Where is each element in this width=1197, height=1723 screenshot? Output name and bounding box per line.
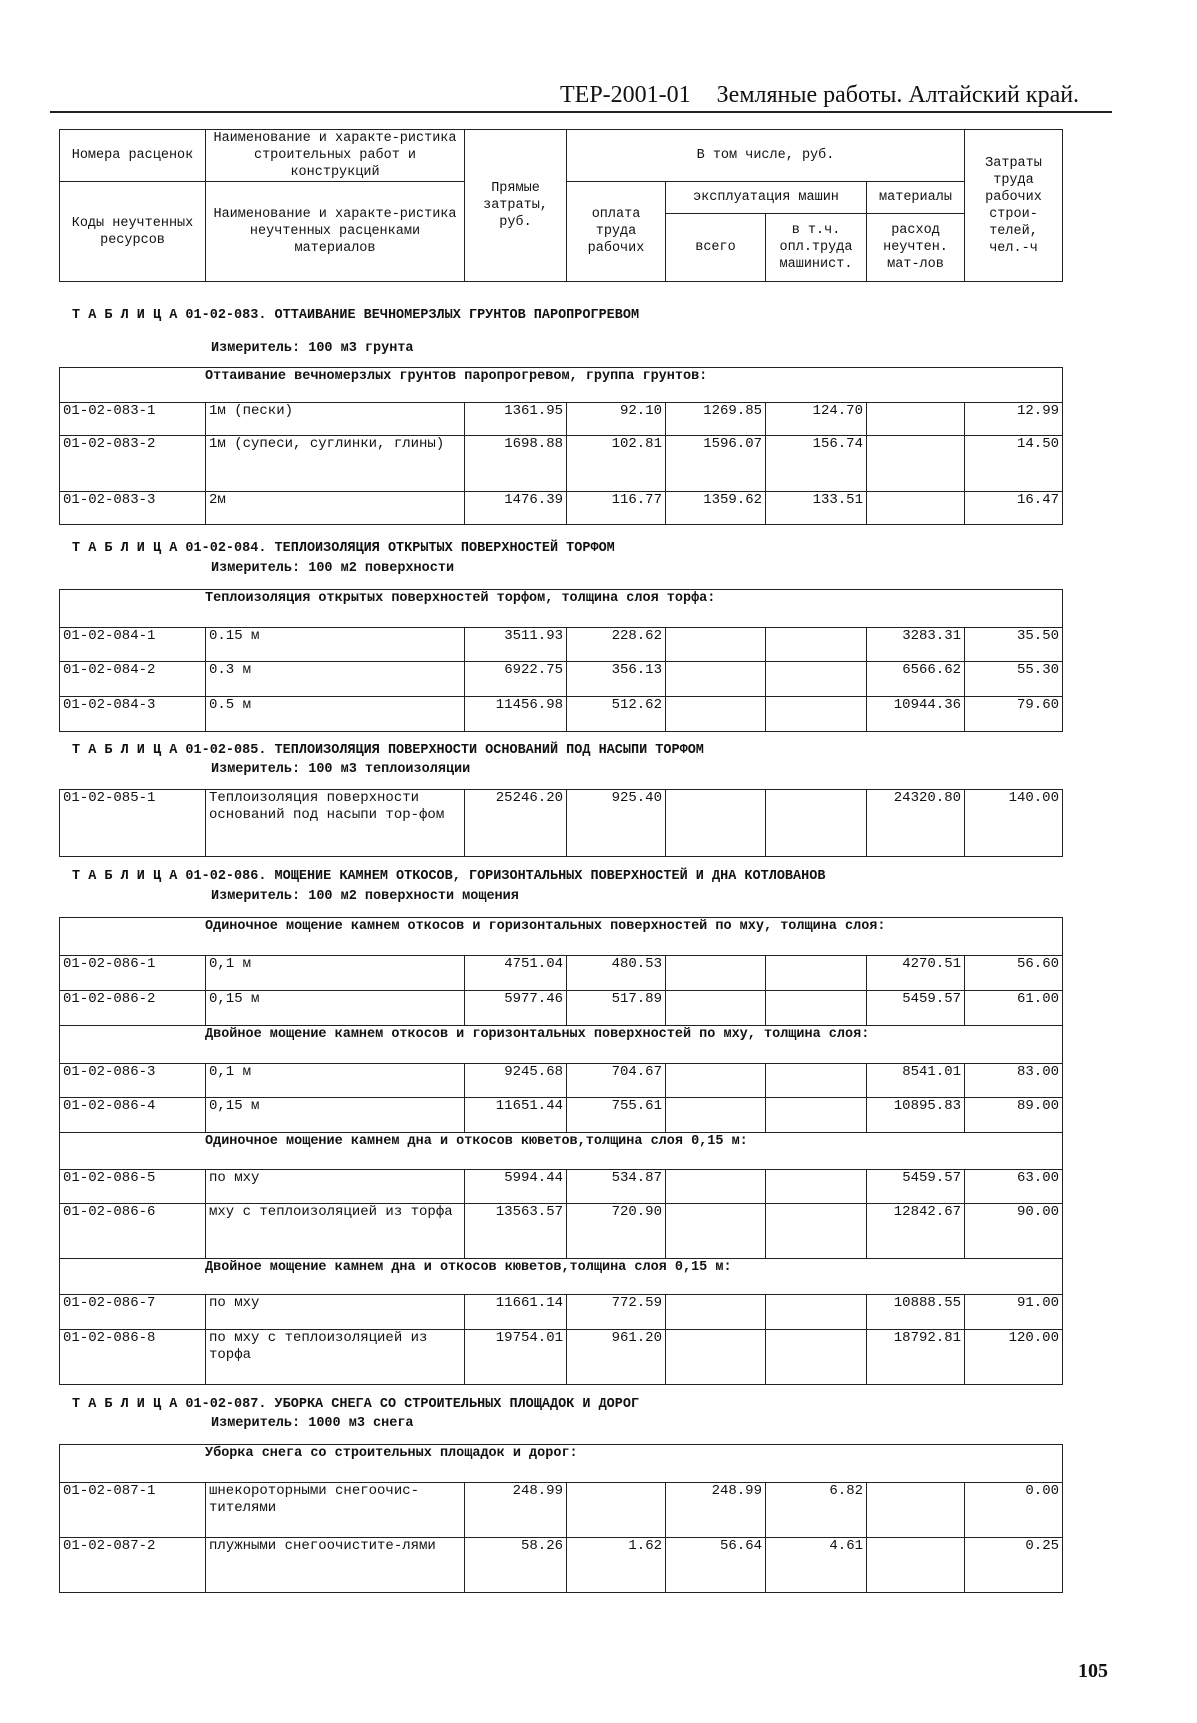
row-name: 0.5 м [206, 697, 465, 732]
table-row [60, 1204, 1063, 1259]
table-083-group: Оттаивание вечномерзлых грунтов паропрогревом, группа грунтов: [60, 368, 1063, 403]
row-pryamye: 11456.98 [465, 697, 567, 732]
row-oplata: 356.13 [567, 662, 666, 697]
row-vtch [766, 790, 867, 857]
row-name: шнекороторными снегоочис-тителями [206, 1483, 465, 1538]
row-code: 01-02-086-7 [60, 1295, 206, 1330]
table-084-unit: Измеритель: 100 м2 поверхности [211, 561, 455, 576]
row-name: 1м (супеси, суглинки, глины) [206, 436, 465, 492]
table-row [60, 1483, 1063, 1538]
row-vsego [666, 697, 766, 732]
row-zatraty: 56.60 [965, 956, 1063, 991]
row-vsego [666, 1098, 766, 1133]
row-code: 01-02-083-3 [60, 492, 206, 525]
col-pryamye: Прямые затраты, руб. [465, 130, 567, 282]
row-zatraty: 55.30 [965, 662, 1063, 697]
row-zatraty: 0.00 [965, 1483, 1063, 1538]
col-kody: Коды неучтенных ресурсов [60, 182, 206, 282]
row-vtch [766, 991, 867, 1026]
row-zatraty: 91.00 [965, 1295, 1063, 1330]
row-vsego: 1596.07 [666, 436, 766, 492]
table-086-group1: Одиночное мощение камнем откосов и горизонтальных поверхностей по мху, толщина слоя: [60, 918, 1063, 956]
table-086-group3: Одиночное мощение камнем дна и откосов кюветов,толщина слоя 0,15 м: [60, 1133, 1063, 1170]
row-materialy: 10895.83 [867, 1098, 965, 1133]
table-087-unit: Измеритель: 1000 м3 снега [211, 1416, 414, 1431]
row-oplata [567, 1483, 666, 1538]
row-vtch: 133.51 [766, 492, 867, 525]
row-materialy: 3283.31 [867, 628, 965, 662]
row-vtch [766, 628, 867, 662]
row-zatraty: 83.00 [965, 1064, 1063, 1098]
row-oplata: 755.61 [567, 1098, 666, 1133]
row-code: 01-02-086-2 [60, 991, 206, 1026]
row-vtch [766, 697, 867, 732]
row-pryamye: 13563.57 [465, 1204, 567, 1259]
row-pryamye: 19754.01 [465, 1330, 567, 1385]
row-oplata: 772.59 [567, 1295, 666, 1330]
row-name: мху с теплоизоляцией из торфа [206, 1204, 465, 1259]
header-title: Земляные работы. Алтайский край. [716, 82, 1080, 108]
row-materialy: 8541.01 [867, 1064, 965, 1098]
table-row [60, 662, 1063, 697]
row-materialy: 6566.62 [867, 662, 965, 697]
row-zatraty: 63.00 [965, 1170, 1063, 1204]
column-header-table [59, 129, 1063, 282]
row-zatraty: 89.00 [965, 1098, 1063, 1133]
row-pryamye: 3511.93 [465, 628, 567, 662]
table-row [60, 492, 1063, 525]
table-084 [59, 589, 1063, 732]
row-name: по мху [206, 1295, 465, 1330]
row-zatraty: 79.60 [965, 697, 1063, 732]
col-nomera: Номера расценок [60, 130, 206, 182]
row-code: 01-02-086-6 [60, 1204, 206, 1259]
row-code: 01-02-086-8 [60, 1330, 206, 1385]
running-header [560, 82, 1079, 109]
table-085 [59, 789, 1063, 857]
row-vsego [666, 628, 766, 662]
row-oplata: 1.62 [567, 1538, 666, 1593]
col-ekspl: эксплуатация машин [666, 182, 867, 214]
row-oplata: 961.20 [567, 1330, 666, 1385]
row-vtch: 156.74 [766, 436, 867, 492]
table-086 [59, 917, 1063, 1385]
row-oplata: 480.53 [567, 956, 666, 991]
row-vtch [766, 1064, 867, 1098]
table-086-group2: Двойное мощение камнем откосов и горизонтальных поверхностей по мху, толщина слоя: [60, 1026, 1063, 1064]
row-pryamye: 1698.88 [465, 436, 567, 492]
row-oplata: 720.90 [567, 1204, 666, 1259]
row-materialy: 10944.36 [867, 697, 965, 732]
row-vsego [666, 662, 766, 697]
table-087 [59, 1444, 1063, 1593]
row-zatraty: 0.25 [965, 1538, 1063, 1593]
row-materialy: 18792.81 [867, 1330, 965, 1385]
row-code: 01-02-083-1 [60, 403, 206, 436]
row-code: 01-02-083-2 [60, 436, 206, 492]
table-row [60, 1538, 1063, 1593]
row-name: по мху с теплоизоляцией из торфа [206, 1330, 465, 1385]
table-row [60, 991, 1063, 1026]
col-zatraty: Затраты труда рабочих строи-телей, чел.-ч [965, 130, 1063, 282]
col-vtom: В том числе, руб. [567, 130, 965, 182]
row-zatraty: 120.00 [965, 1330, 1063, 1385]
table-row [60, 697, 1063, 732]
row-name: по мху [206, 1170, 465, 1204]
row-vtch [766, 1098, 867, 1133]
row-name: 0,1 м [206, 1064, 465, 1098]
col-rashod: расход неучтен. мат-лов [867, 214, 965, 282]
row-name: Теплоизоляция поверхности оснований под насыпи тор-фом [206, 790, 465, 857]
row-vsego [666, 1330, 766, 1385]
col-vtch: в т.ч. опл.труда машинист. [766, 214, 867, 282]
table-row [60, 1330, 1063, 1385]
table-083-title: Т А Б Л И Ц А 01-02-083. ОТТАИВАНИЕ ВЕЧНОМЕРЗЛЫХ ГРУНТОВ ПАРОПРОГРЕВОМ [72, 308, 640, 323]
table-084-title: Т А Б Л И Ц А 01-02-084. ТЕПЛОИЗОЛЯЦИЯ ОТКРЫТЫХ ПОВЕРХНОСТЕЙ ТОРФОМ [72, 541, 615, 556]
row-vtch: 4.61 [766, 1538, 867, 1593]
table-row [60, 436, 1063, 492]
row-vtch [766, 1204, 867, 1259]
row-materialy [867, 403, 965, 436]
row-materialy: 5459.57 [867, 991, 965, 1026]
row-vtch [766, 1170, 867, 1204]
row-vsego: 248.99 [666, 1483, 766, 1538]
row-vtch [766, 662, 867, 697]
row-oplata: 517.89 [567, 991, 666, 1026]
row-name: 0,15 м [206, 1098, 465, 1133]
row-zatraty: 16.47 [965, 492, 1063, 525]
row-code: 01-02-086-3 [60, 1064, 206, 1098]
row-pryamye: 6922.75 [465, 662, 567, 697]
row-name: 2м [206, 492, 465, 525]
table-085-title: Т А Б Л И Ц А 01-02-085. ТЕПЛОИЗОЛЯЦИЯ ПОВЕРХНОСТИ ОСНОВАНИЙ ПОД НАСЫПИ ТОРФОМ [72, 743, 704, 758]
col-materialy: материалы [867, 182, 965, 214]
col-naim2: Наименование и характе-ристика неучтенных расценками материалов [206, 182, 465, 282]
row-materialy [867, 436, 965, 492]
page-number: 105 [1078, 1660, 1108, 1682]
row-vsego: 1359.62 [666, 492, 766, 525]
row-zatraty: 12.99 [965, 403, 1063, 436]
table-row [60, 403, 1063, 436]
row-code: 01-02-086-5 [60, 1170, 206, 1204]
row-oplata: 925.40 [567, 790, 666, 857]
row-oplata: 102.81 [567, 436, 666, 492]
row-name: 1м (пески) [206, 403, 465, 436]
row-zatraty: 14.50 [965, 436, 1063, 492]
table-086-unit: Измеритель: 100 м2 поверхности мощения [211, 889, 519, 904]
row-materialy: 4270.51 [867, 956, 965, 991]
table-086-title: Т А Б Л И Ц А 01-02-086. МОЩЕНИЕ КАМНЕМ ОТКОСОВ, ГОРИЗОНТАЛЬНЫХ ПОВЕРХНОСТЕЙ И ДНА КОТЛОВАНОВ [72, 869, 826, 884]
row-vtch: 124.70 [766, 403, 867, 436]
row-name: 0.3 м [206, 662, 465, 697]
row-vsego [666, 991, 766, 1026]
row-vsego [666, 1204, 766, 1259]
row-pryamye: 11651.44 [465, 1098, 567, 1133]
row-vsego [666, 1170, 766, 1204]
table-row [60, 1170, 1063, 1204]
row-vsego: 1269.85 [666, 403, 766, 436]
row-pryamye: 58.26 [465, 1538, 567, 1593]
row-oplata: 228.62 [567, 628, 666, 662]
row-name: 0,1 м [206, 956, 465, 991]
row-name: 0,15 м [206, 991, 465, 1026]
row-pryamye: 1476.39 [465, 492, 567, 525]
table-row [60, 1098, 1063, 1133]
row-code: 01-02-087-1 [60, 1483, 206, 1538]
row-pryamye: 5994.44 [465, 1170, 567, 1204]
row-pryamye: 248.99 [465, 1483, 567, 1538]
row-vtch [766, 1295, 867, 1330]
table-084-group: Теплоизоляция открытых поверхностей торфом, толщина слоя торфа: [60, 590, 1063, 628]
row-code: 01-02-085-1 [60, 790, 206, 857]
row-vtch [766, 956, 867, 991]
row-materialy: 5459.57 [867, 1170, 965, 1204]
table-row [60, 1064, 1063, 1098]
row-materialy: 12842.67 [867, 1204, 965, 1259]
col-vsego: всего [666, 214, 766, 282]
row-pryamye: 25246.20 [465, 790, 567, 857]
header-rule [50, 111, 1112, 113]
row-zatraty: 90.00 [965, 1204, 1063, 1259]
row-vtch: 6.82 [766, 1483, 867, 1538]
row-code: 01-02-084-1 [60, 628, 206, 662]
col-oplata: оплата труда рабочих [567, 182, 666, 282]
row-materialy: 24320.80 [867, 790, 965, 857]
table-083-unit: Измеритель: 100 м3 грунта [211, 341, 414, 356]
table-row [60, 628, 1063, 662]
row-materialy [867, 492, 965, 525]
row-code: 01-02-084-2 [60, 662, 206, 697]
row-vsego [666, 956, 766, 991]
table-086-group4: Двойное мощение камнем дна и откосов кюветов,толщина слоя 0,15 м: [60, 1259, 1063, 1295]
row-name: плужными снегоочистите-лями [206, 1538, 465, 1593]
row-vtch [766, 1330, 867, 1385]
row-materialy [867, 1538, 965, 1593]
row-vsego [666, 1064, 766, 1098]
row-vsego: 56.64 [666, 1538, 766, 1593]
row-pryamye: 9245.68 [465, 1064, 567, 1098]
row-pryamye: 4751.04 [465, 956, 567, 991]
row-code: 01-02-086-4 [60, 1098, 206, 1133]
row-pryamye: 5977.46 [465, 991, 567, 1026]
row-zatraty: 35.50 [965, 628, 1063, 662]
table-083 [59, 367, 1063, 525]
table-087-group: Уборка снега со строительных площадок и дорог: [60, 1445, 1063, 1483]
row-vsego [666, 1295, 766, 1330]
col-naim1: Наименование и характе-ристика строительных работ и конструкций [206, 130, 465, 182]
row-zatraty: 61.00 [965, 991, 1063, 1026]
row-zatraty: 140.00 [965, 790, 1063, 857]
row-code: 01-02-086-1 [60, 956, 206, 991]
row-pryamye: 1361.95 [465, 403, 567, 436]
row-code: 01-02-084-3 [60, 697, 206, 732]
header-code: ТЕР-2001-01 [560, 82, 691, 108]
row-materialy: 10888.55 [867, 1295, 965, 1330]
row-oplata: 116.77 [567, 492, 666, 525]
row-materialy [867, 1483, 965, 1538]
table-row [60, 956, 1063, 991]
table-087-title: Т А Б Л И Ц А 01-02-087. УБОРКА СНЕГА СО СТРОИТЕЛЬНЫХ ПЛОЩАДОК И ДОРОГ [72, 1397, 640, 1412]
row-code: 01-02-087-2 [60, 1538, 206, 1593]
row-vsego [666, 790, 766, 857]
table-row [60, 1295, 1063, 1330]
row-pryamye: 11661.14 [465, 1295, 567, 1330]
row-name: 0.15 м [206, 628, 465, 662]
row-oplata: 512.62 [567, 697, 666, 732]
row-oplata: 534.87 [567, 1170, 666, 1204]
table-085-unit: Измеритель: 100 м3 теплоизоляции [211, 762, 471, 777]
row-oplata: 704.67 [567, 1064, 666, 1098]
row-oplata: 92.10 [567, 403, 666, 436]
table-row [60, 790, 1063, 857]
